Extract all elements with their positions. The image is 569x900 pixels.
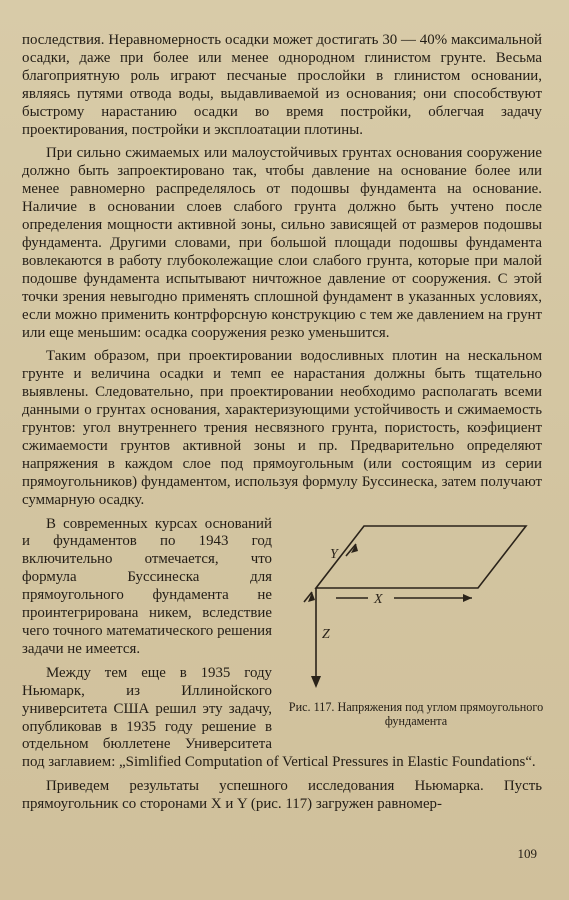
y-arrowhead-icon [308, 592, 315, 602]
label-z: Z [322, 626, 330, 642]
paragraph-6: Приведем результаты успешного исследования Ньюмарка. Пусть прямоугольник со сторонами X и Y (рис. 117) загружен равномер- [22, 778, 542, 813]
page-body [22, 32, 542, 820]
label-y: Y [330, 546, 338, 562]
paragraph-4: В современных курсах оснований и фундаментов по 1943 год включительно отмечается, что формула Буссинеска для прямоугольного фундамента не проинтегрирована никем, вследствие чего точного математического решения задачи не имеется. [22, 515, 272, 657]
figure-caption: Рис. 117. Напряжения под углом прямоугольного фундамента [288, 699, 544, 729]
paragraph-2: При сильно сжимаемых или малоустойчивых грунтах основания сооружение должно быть запроектировано так, чтобы давление на основание более или менее равномерно распределялось от подошвы фундамента на основание. Наличие в основании слоев слабого грунта должно быть учтено после определения мощности активной зоны, сильно зависящей от размеров подошвы фундамента. Другими словами, при большой площади подошвы фундамента вовлекаются в работу глубоколежащие слои слабого грунта, которые при малой подошве фундамента испытывают ничтожное давление от сооружения. С этой точки зрения невыгодно применять сплошной фундамент в указанных условиях, если можно применить контрфорсную конструкцию с тем же давлением на грунт или еще меньшим: осадка сооружения резко уменьшится. [22, 145, 542, 341]
rectangle-stress-diagram [282, 520, 542, 700]
paragraph-3: Таким образом, при проектировании водосливных плотин на нескальном грунте и величина осадки и темп ее нарастания должны быть тщательно выявлены. Следовательно, при проектировании необходимо располагать всеми данными о грунтах основания, характеризующими устойчивость и сжимаемость грунтов: угол внутреннего трения несвязного грунта, пористость, коэфициент сжимаемости грунтов активной зоны и пр. Предварительно определяют напряжения в каждом слое под прямоугольным (или состоящим из серии прямоугольников) фундаментом, используя формулу Буссинеска, затем получают суммарную осадку. [22, 348, 542, 508]
paragraph-5: Между тем еще в 1935 году Ньюмарк, из Иллинойского университета США решил эту задачу, опубликовав в 1935 году решение в отдельном бюллетене Университета под заглавием: „Simlified Computation of Vertical Pressures in Elastic Foundations“. [22, 664, 536, 771]
x-arrowhead-icon [463, 594, 472, 602]
label-x: X [374, 591, 383, 607]
foundation-rectangle [316, 526, 526, 588]
figure-117 [282, 520, 542, 742]
paragraph-1: последствия. Неравномерность осадки может достигать 30 — 40% максимальной осадки, даже при более или менее однородном глинистом грунте. Весьма благоприятную роль играют песчаные прослойки в глинистом основании, являясь путями отвода воды, выдавливаемой из основания; они способствуют быстрому нарастанию осадки во время постройки, облегчая задачу проектирования, постройки и эксплоатации плотины. [22, 32, 542, 138]
page-number: 109 [517, 846, 537, 861]
z-arrowhead-icon [311, 676, 321, 688]
